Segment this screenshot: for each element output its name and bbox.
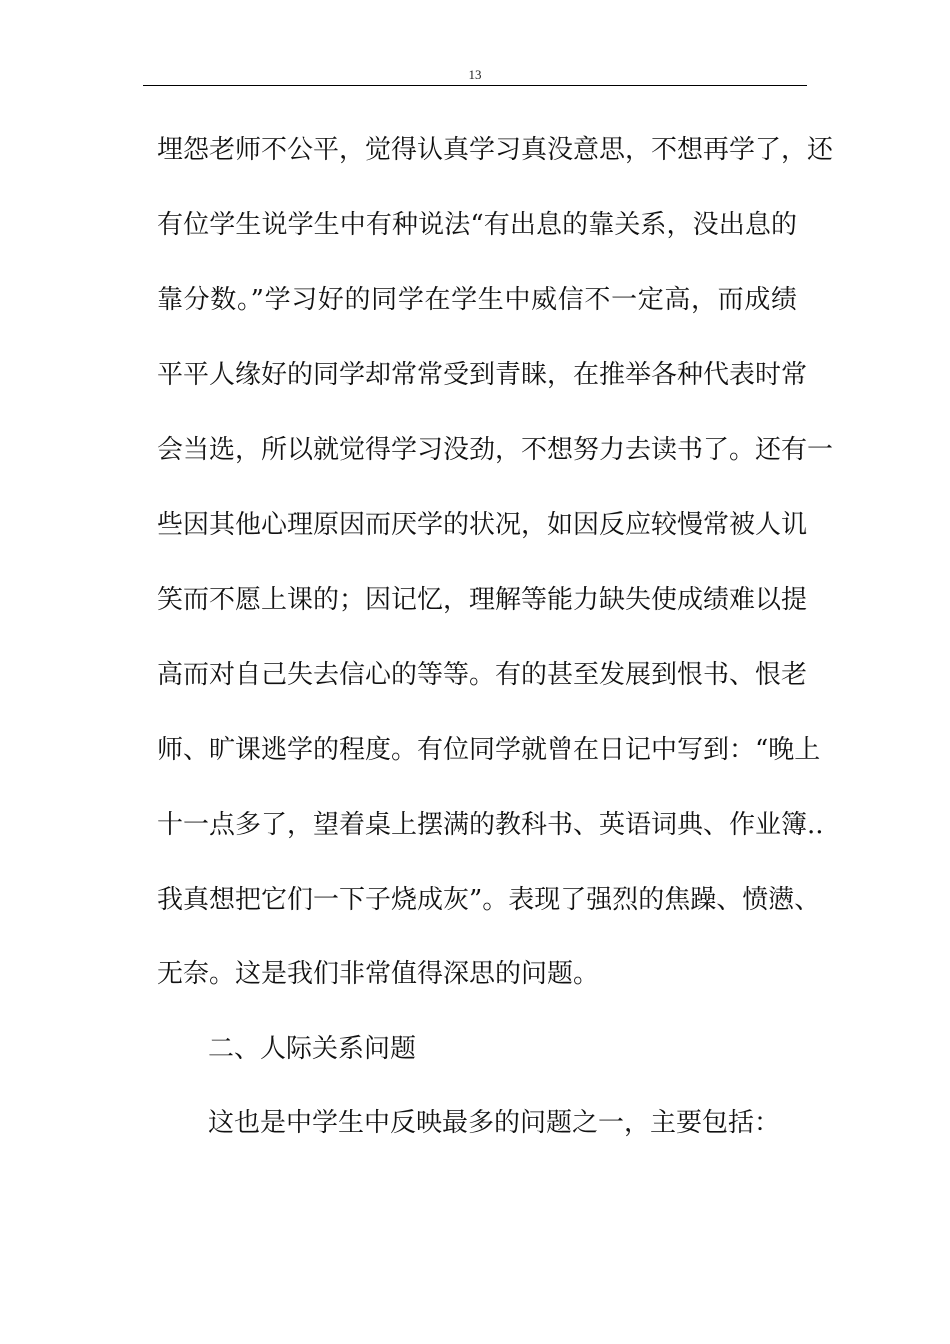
body-text-line: 笑而不愿上课的；因记忆，理解等能力缺失使成绩难以提: [157, 585, 808, 615]
body-text-line: 靠分数。”学习好的同学在学生中威信不一定高，而成绩: [157, 285, 797, 315]
body-text-line: 无奈。这是我们非常值得深思的问题。: [157, 959, 600, 989]
body-text-line: 我真想把它们一下子烧成灰”。表现了强烈的焦躁、愤懑、: [157, 885, 821, 915]
body-text-line: 些因其他心理原因而厌学的状况，如因反应较慢常被人讥: [157, 510, 808, 540]
body-text-line: 有位学生说学生中有种说法“有出息的靠关系，没出息的: [157, 210, 797, 240]
header-rule: [143, 85, 807, 86]
section-heading: 二、人际关系问题: [208, 1034, 417, 1064]
body-text-line: 师、旷课逃学的程度。有位同学就曾在日记中写到：“晚上: [157, 735, 821, 765]
body-text-line: 十一点多了，望着桌上摆满的教科书、英语词典、作业簿..: [157, 810, 824, 840]
body-text-line: 平平人缘好的同学却常常受到青睐，在推举各种代表时常: [157, 360, 808, 390]
page-number: 13: [468, 67, 482, 82]
body-text-line: 埋怨老师不公平，觉得认真学习真没意思，不想再学了，还: [157, 135, 834, 165]
body-text-line: 会当选，所以就觉得学习没劲，不想努力去读书了。还有一: [157, 435, 834, 465]
paragraph-intro: 这也是中学生中反映最多的问题之一，主要包括：: [208, 1108, 781, 1138]
body-text-line: 高而对自己失去信心的等等。有的甚至发展到恨书、恨老: [157, 660, 808, 690]
